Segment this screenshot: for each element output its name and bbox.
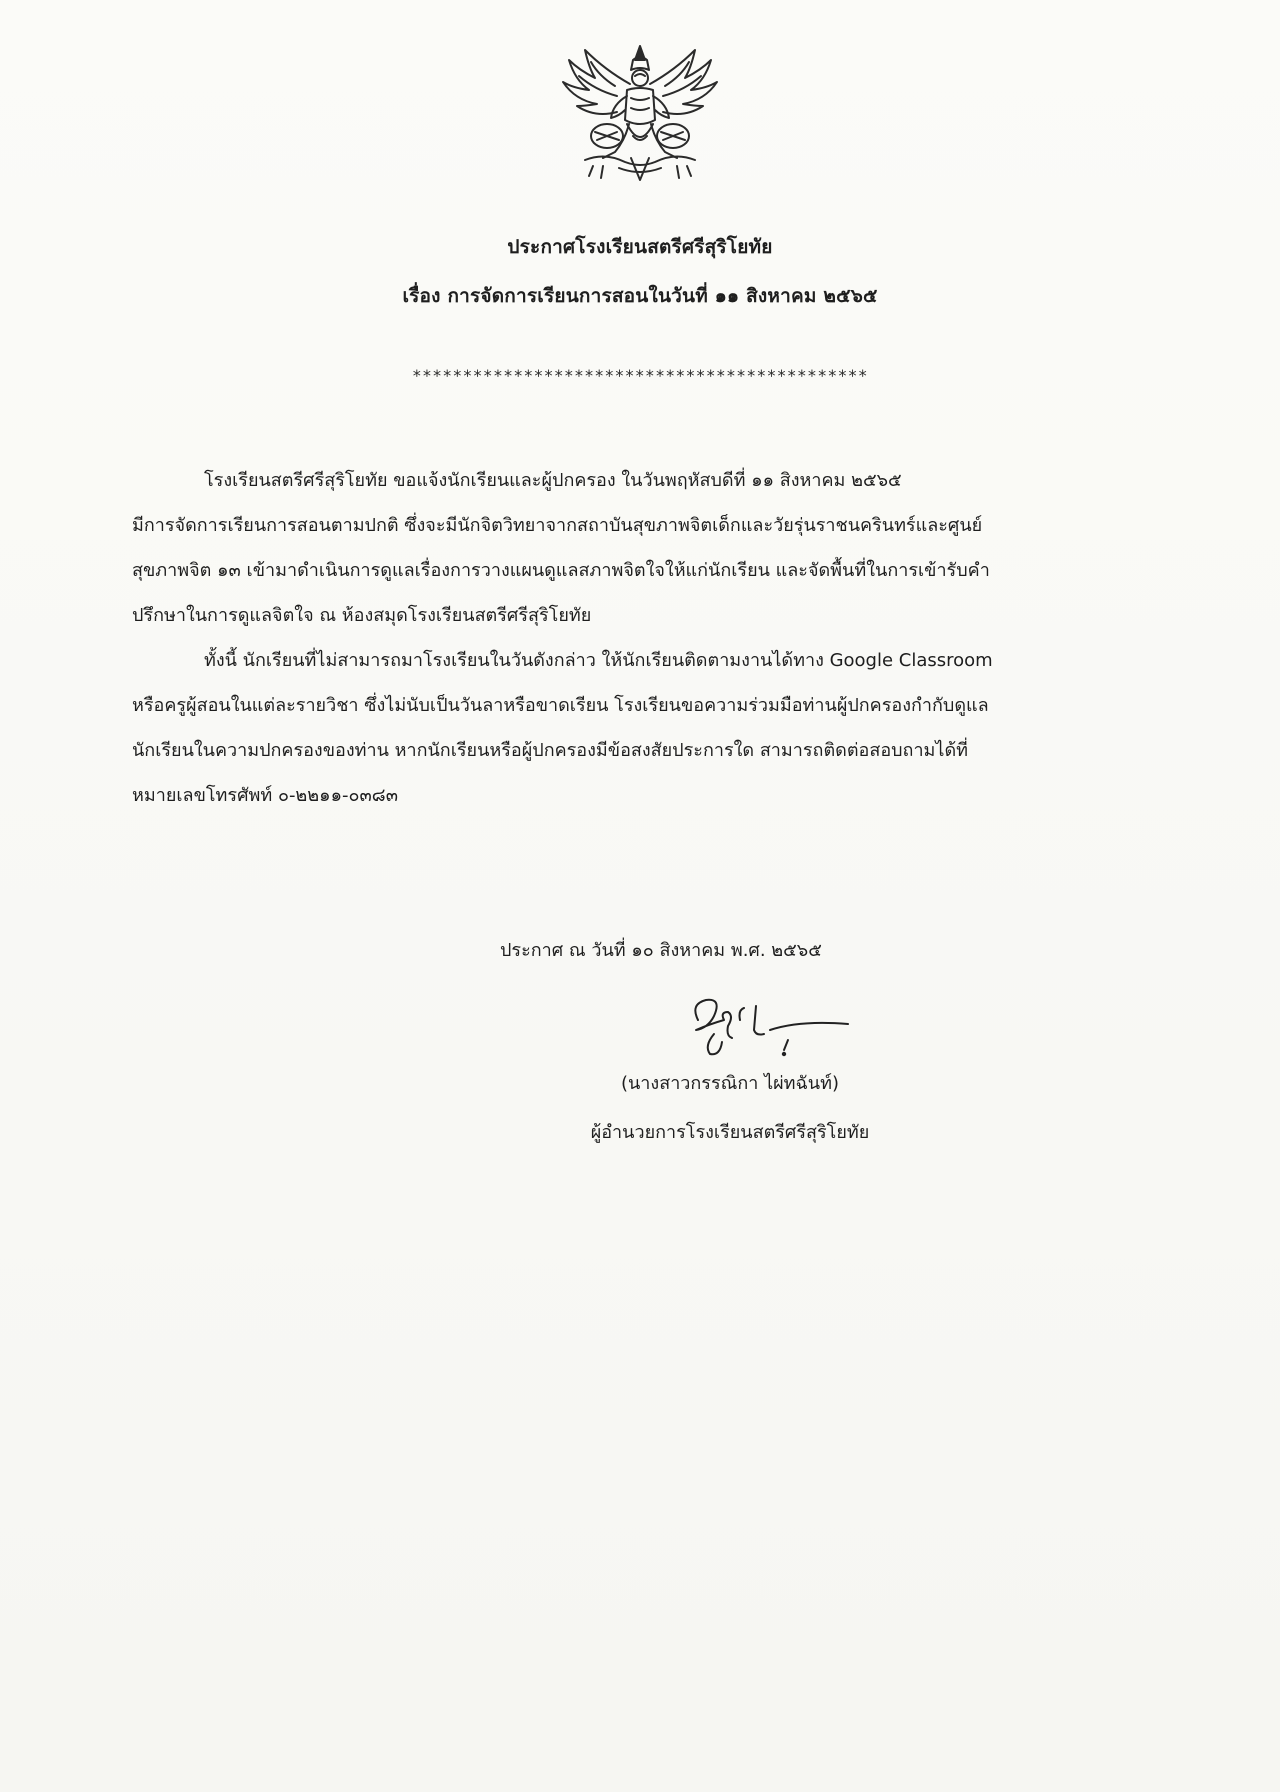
garuda-emblem-icon <box>555 40 725 190</box>
signatory-name: (นางสาวกรรณิกา ไผ่ทฉันท์) <box>620 1073 839 1094</box>
paragraph-line: มีการจัดการเรียนการสอนตามปกติ ซึ่งจะมีนักจิตวิทยาจากสถาบันสุขภาพจิตเด็กและวัยรุ่นราชนครินทร์และศูนย์ <box>132 515 983 536</box>
announcement-subject: เรื่อง การจัดการเรียนการสอนในวันที่ ๑๑ สิงหาคม ๒๕๖๕ <box>402 285 878 307</box>
paragraph-line: ปรึกษาในการดูแลจิตใจ ณ ห้องสมุดโรงเรียนสตรีศรีสุริโยทัย <box>132 605 592 626</box>
paragraph-line: นักเรียนในความปกครองของท่าน หากนักเรียนหรือผู้ปกครองมีข้อสงสัยประการใด สามารถติดต่อสอบถามได้ที่ <box>132 740 969 761</box>
paragraph-line: ทั้งนี้ นักเรียนที่ไม่สามารถมาโรงเรียนในวันดังกล่าว ให้นักเรียนติดตามงานได้ทาง Google Classroom <box>204 650 993 671</box>
paragraph-line: สุขภาพจิต ๑๓ เข้ามาดำเนินการดูแลเรื่องการวางแผนดูแลสภาพจิตใจให้แก่นักเรียน และจัดพื้นที่ในการเข้ารับคำ <box>132 560 990 581</box>
paragraph-line: โรงเรียนสตรีศรีสุริโยทัย ขอแจ้งนักเรียนและผู้ปกครอง ในวันพฤหัสบดีที่ ๑๑ สิงหาคม ๒๕๖๕ <box>204 470 902 491</box>
announcement-title: ประกาศโรงเรียนสตรีศรีสุริโยทัย <box>507 236 773 258</box>
announcement-date: ประกาศ ณ วันที่ ๑๐ สิงหาคม พ.ศ. ๒๕๖๕ <box>500 940 822 961</box>
paragraph-1 <box>132 458 1194 638</box>
paragraph-2 <box>132 638 1194 818</box>
signatory-role: ผู้อำนวยการโรงเรียนสตรีศรีสุริโยทัย <box>590 1122 870 1143</box>
handwritten-signature-icon <box>680 990 860 1062</box>
asterisk-divider: ********************************************* <box>412 366 868 385</box>
paragraph-line: หมายเลขโทรศัพท์ ๐-๒๒๑๑-๐๓๘๓ <box>132 785 398 806</box>
paragraph-line: หรือครูผู้สอนในแต่ละรายวิชา ซึ่งไม่นับเป็นวันลาหรือขาดเรียน โรงเรียนขอความร่วมมือท่านผู้ปกครองกำกับดูแล <box>132 695 989 716</box>
